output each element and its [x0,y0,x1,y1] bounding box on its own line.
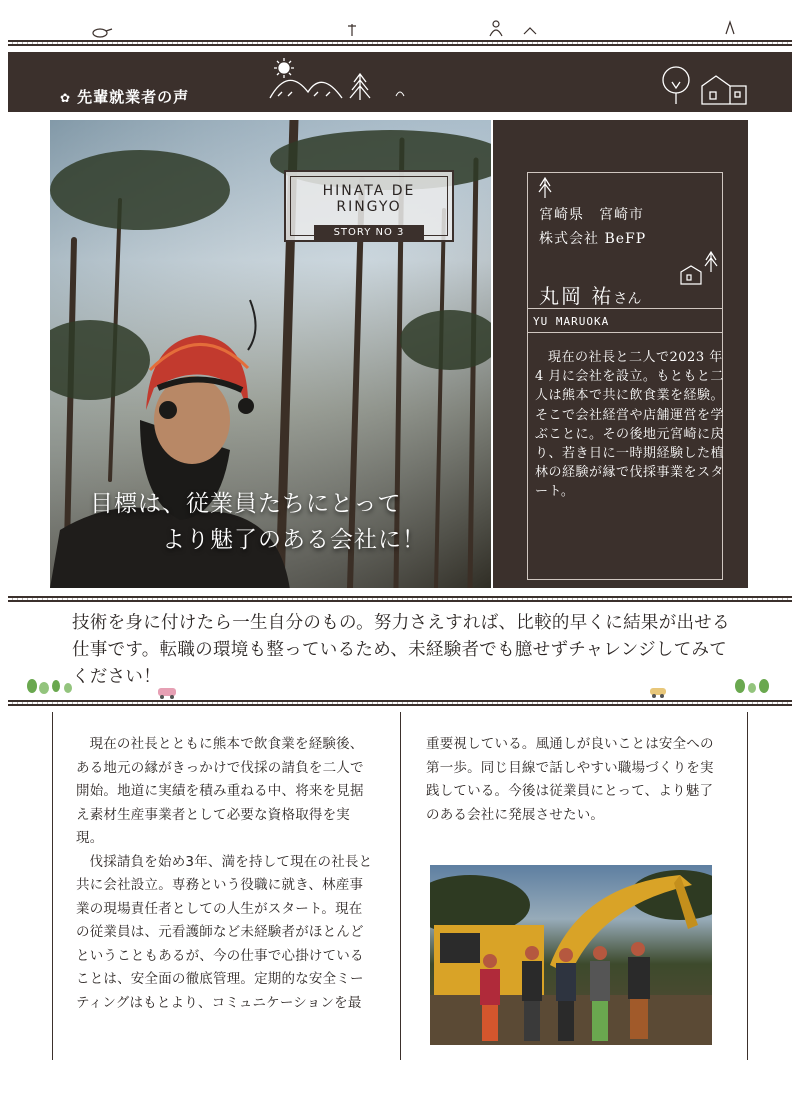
hero-photo [50,120,491,588]
profile-name-roman: YU MARUOKA [533,315,610,328]
tree-icon [663,67,689,104]
header-band [8,52,792,112]
badge-title: HINATA DE RINGYO [322,183,416,215]
body-column-left [76,733,376,1015]
profile-name [539,280,641,309]
hero-caption-line1: 目標は、従業員たちにとって [90,491,402,517]
hero-caption [90,486,490,558]
section-rail [8,596,792,602]
house-icon [681,266,701,284]
sun-icon [274,58,294,78]
mountain-icon [270,80,342,98]
tree-icon [705,252,717,272]
body-paragraph: 伐採請負を始め3年、満を持して現在の社長と共に会社設立。専務という役職に就き、林産事業の現場責任者としての人生がスタート。現在の従業員は、元看護師など未経験者がほとんどということもあるが、今の仕事で心掛けていることは、安全面の徹底管理。定期的な安全ミーティングはもとより、コミュニケーションを最 [76,853,373,1011]
team-photo [430,865,712,1045]
profile-location [539,203,646,251]
lead-message: 技術を身に付けたら一生自分のもの。努力さえすれば、比較的早くに結果が出せる仕事です。転職の環境も整っているため、未経験者でも臆せずチャレンジしてみてください！ [72,613,730,687]
house-icon [702,76,746,104]
tree-icon [350,74,370,100]
hero-caption-line2: より魅了のある会社に！ [162,527,426,553]
section-title: ✿ 先輩就業者の声 [60,88,190,106]
body-paragraph: 現在の社長とともに熊本で飲食業を経験後、ある地元の縁がきっかけで伐採の請負を二人で開始。地道に実績を積み重ねる中、将来を見据え素材生産事業者として必要な資格取得を実現。 [76,736,364,846]
top-decoration [0,0,800,50]
tree-icon [27,679,72,694]
tree-icon [735,679,769,693]
profile-company: 株式会社 BeFP [539,231,647,247]
body-paragraph: 重要視している。風通しが良いことは安全への第一歩。同じ目線で話しやすい職場づくりを実践している。今後は従業員にとって、より魅了のある会社に発展させたい。 [426,736,714,823]
profile-divider [527,332,723,333]
story-badge-frame [290,176,448,236]
car-icon [650,688,666,698]
top-rail [8,40,792,46]
top-doodles [0,0,800,40]
story-badge [284,170,454,242]
tree-icon [539,178,551,198]
car-icon [158,688,176,699]
profile-area: 宮崎県 宮崎市 [539,207,644,223]
body-column-right [426,733,726,827]
profile-description: 現在の社長と二人で2023 年 4 月に会社を設立。もともと二人は熊本で共に飲食業を経験。そこで会社経営や店舗運営を学ぶことに。その後地元宮崎に戻り、若き日に一時期経験した植林の経験が縁で伐採事業をスタート。 [535,350,725,500]
badge-story: STORY NO 3 [314,225,424,240]
section-rail [8,700,792,706]
profile-honorific: さん [613,291,642,307]
team-photo-illustration [430,865,712,1045]
profile-name-text: 丸岡 祐 [539,284,614,308]
bird-icon: ✿ [60,91,72,105]
profile-panel [493,120,748,588]
